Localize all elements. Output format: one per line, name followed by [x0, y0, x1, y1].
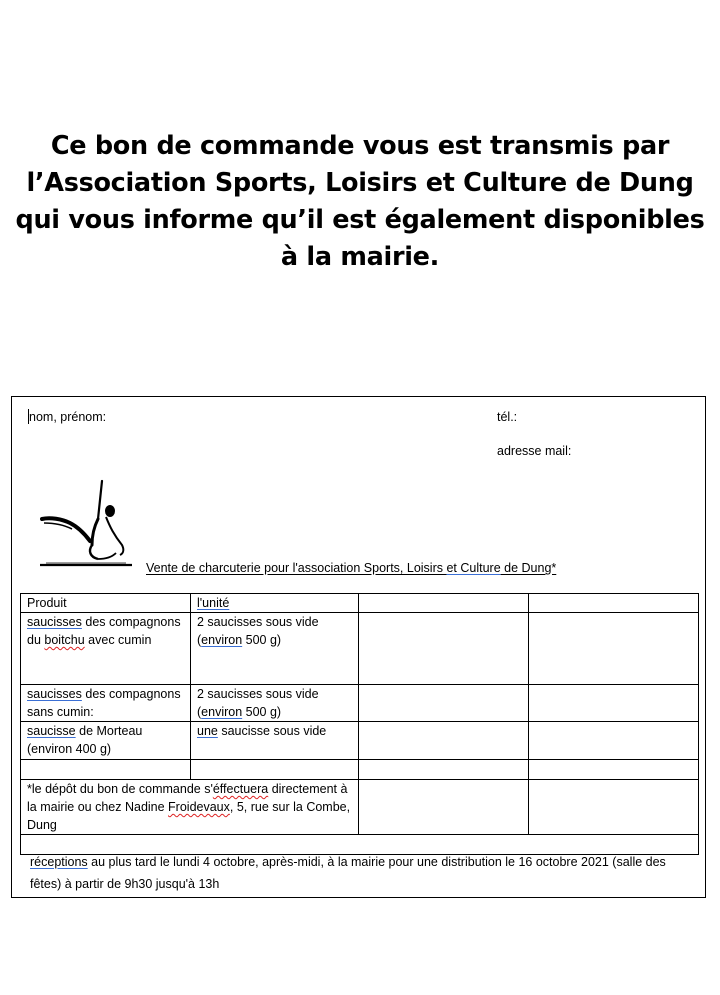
headline-line-2: l’Association Sports, Loisirs et Culture de Dung — [26, 168, 694, 198]
row1-product-a: saucisses — [27, 615, 82, 629]
note-a: *le dépôt du bon de commande s' — [27, 782, 213, 796]
form-title-part-3: de Dung* — [500, 561, 557, 575]
header-product: Produit — [21, 594, 191, 613]
row1-qty-cell[interactable] — [359, 613, 529, 685]
row3-unit-b: saucisse sous vide — [217, 724, 327, 738]
table-row — [21, 685, 699, 722]
name-label: nom, prénom: — [29, 410, 107, 424]
note-empty-2[interactable] — [529, 780, 699, 835]
note-empty-1[interactable] — [359, 780, 529, 835]
order-form — [11, 396, 706, 898]
row2-product-a: saucisses — [27, 687, 82, 701]
headline-line-4: à la mairie. — [280, 242, 440, 272]
headline — [0, 128, 720, 276]
footer-a: réceptions — [30, 855, 88, 869]
row1-product-b: des compagnons du — [27, 615, 181, 647]
headline-line-1: Ce bon de commande vous est transmis par — [50, 131, 670, 161]
table-row — [21, 722, 699, 760]
row3-total-cell[interactable] — [529, 722, 699, 760]
email-label: adresse mail: — [497, 444, 572, 458]
row2-qty-cell[interactable] — [359, 685, 529, 722]
row3-unit — [191, 722, 359, 760]
table-row — [21, 760, 699, 780]
row1-unit-b: environ — [201, 633, 243, 647]
row4-empty-2[interactable] — [191, 760, 359, 780]
header-unit-label: l'unité — [197, 596, 230, 610]
table-row — [21, 780, 699, 835]
row2-total-cell[interactable] — [529, 685, 699, 722]
form-title-part-1: Vente de charcuterie pour l'association Sports, Loisirs — [146, 561, 447, 575]
row2-unit-a: 2 saucisses sous vide ( — [197, 687, 319, 719]
footer-text — [30, 851, 700, 895]
note-c: directement à la mairie ou chez Nadine — [27, 782, 348, 814]
note-b: éffectuera — [212, 782, 269, 796]
order-table — [20, 593, 699, 855]
row3-qty-cell[interactable] — [359, 722, 529, 760]
headline-line-3: qui vous informe qu’il est également disponibles — [15, 205, 705, 235]
row3-product-b: de Morteau (environ 400 g) — [27, 724, 143, 756]
row2-product — [21, 685, 191, 722]
note-cell — [21, 780, 359, 835]
footer-b: au plus tard le lundi 4 octobre, après-midi, à la mairie pour une distribution le 16 octobre 2021 (salle des fêtes) à partir de 9h30 jusqu'à 13h — [30, 855, 666, 891]
row3-product-a: saucisse — [27, 724, 76, 738]
row1-unit-c: 500 g) — [242, 633, 282, 647]
row3-unit-a: une — [197, 724, 218, 738]
header-unit — [191, 594, 359, 613]
table-header-row — [21, 594, 699, 613]
gymnast-logo-icon — [40, 479, 132, 567]
row1-product — [21, 613, 191, 685]
form-title-part-2: et Culture — [446, 561, 501, 575]
row1-unit-a: 2 saucisses sous vide ( — [197, 615, 319, 647]
row1-product-d: avec cumin — [84, 633, 152, 647]
note-e: , 5, rue sur la Combe, Dung — [27, 800, 351, 832]
phone-label: tél.: — [497, 410, 518, 424]
row4-empty-1[interactable] — [21, 760, 191, 780]
row4-empty-4[interactable] — [529, 760, 699, 780]
row2-product-b: des compagnons sans cumin: — [27, 687, 181, 719]
header-empty-1[interactable] — [359, 594, 529, 613]
row1-product-c: boitchu — [44, 633, 85, 647]
table-row — [21, 613, 699, 685]
row2-unit — [191, 685, 359, 722]
form-title — [146, 559, 556, 577]
row1-total-cell[interactable] — [529, 613, 699, 685]
row2-unit-c: 500 g) — [242, 705, 282, 719]
row2-unit-b: environ — [201, 705, 243, 719]
row4-empty-3[interactable] — [359, 760, 529, 780]
note-d: Froidevaux — [168, 800, 230, 814]
row3-product — [21, 722, 191, 760]
row1-unit — [191, 613, 359, 685]
header-empty-2[interactable] — [529, 594, 699, 613]
